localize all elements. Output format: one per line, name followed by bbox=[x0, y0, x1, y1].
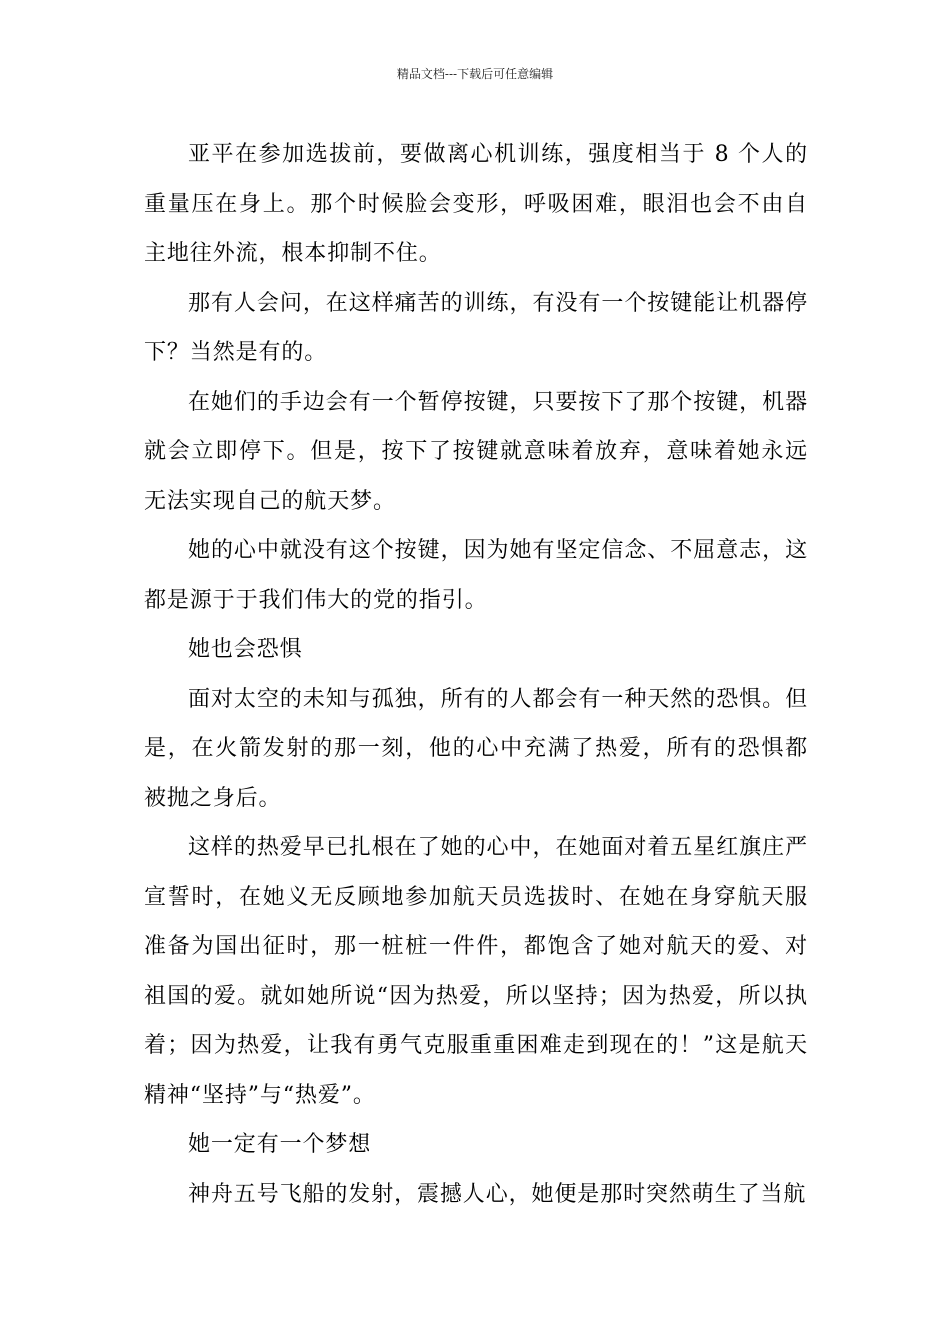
paragraph-shenzhou-five: 神舟五号飞船的发射，震撼人心，她便是那时突然萌生了当航 bbox=[188, 1181, 807, 1207]
paragraph-no-button-in-heart: 她的心中就没有这个按键，因为她有坚定信念、不屈意志，这都是源于于我们伟大的党的指引。 bbox=[144, 538, 808, 613]
section-heading-dream: 她一定有一个梦想 bbox=[188, 1132, 372, 1157]
document-body bbox=[144, 130, 808, 1219]
paragraph-pause-button: 在她们的手边会有一个暂停按键，只要按下了那个按键，机器就会立即停下。但是，按下了按键就意味着放弃，意味着她永远无法实现自己的航天梦。 bbox=[144, 389, 808, 514]
paragraph-centrifuge-training: 亚平在参加选拔前，要做离心机训练，强度相当于 8 个人的重量压在身上。那个时候脸会变形，呼吸困难，眼泪也会不由自主地往外流，根本抑制不住。 bbox=[144, 142, 808, 266]
paragraph-stop-button-question: 那有人会问，在这样痛苦的训练，有没有一个按键能让机器停下？当然是有的。 bbox=[144, 290, 808, 365]
paragraph-love-rooted: 这样的热爱早已扎根在了她的心中，在她面对着五星红旗庄严宣誓时，在她义无反顾地参加航天员选拔时、在她在身穿航天服准备为国出征时，那一桩桩一件件，都饱含了她对航天的爱、对祖国的爱。就如她所说“因为热爱，所以坚持；因为热爱，所以执着；因为热爱，让我有勇气克服重重困难走到现在的！”这是航天精神“坚持”与“热爱”。 bbox=[144, 835, 808, 1108]
paragraph-facing-space: 面对太空的未知与孤独，所有的人都会有一种天然的恐惧。但是，在火箭发射的那一刻，他的心中充满了热爱，所有的恐惧都被抛之身后。 bbox=[144, 686, 808, 811]
page-header: 精品文档---下载后可任意编辑 bbox=[396, 67, 554, 81]
section-heading-fear: 她也会恐惧 bbox=[188, 637, 303, 662]
